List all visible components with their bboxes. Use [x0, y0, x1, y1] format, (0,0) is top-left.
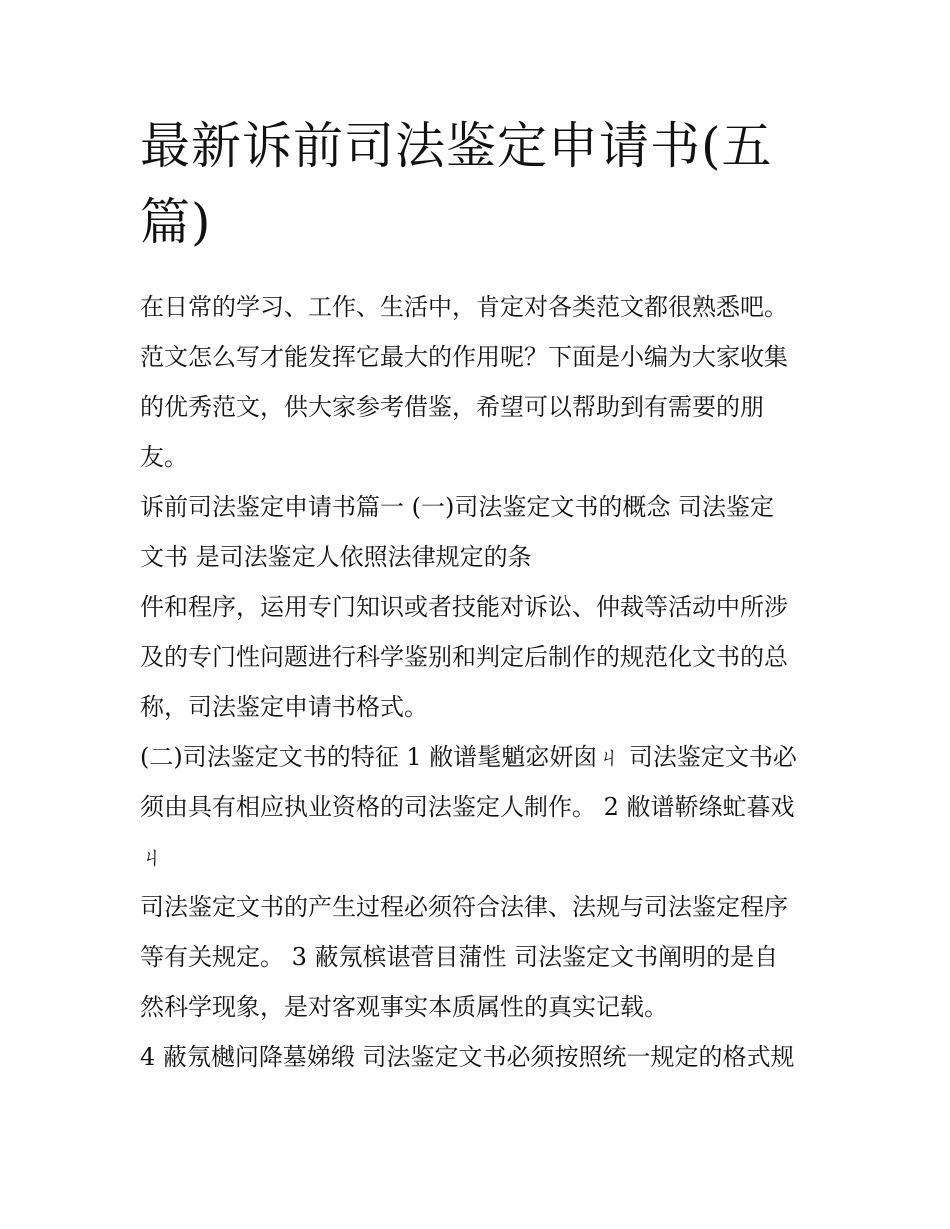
body-line: 等有关规定。 3 蔽氖槟谌菅目蒲性 司法鉴定文书阐明的是自: [140, 943, 779, 971]
body-line: 文书 是司法鉴定人依照法律规定的条: [140, 543, 532, 571]
body-line: 然科学现象，是对客观事实本质属性的真实记载。: [140, 993, 668, 1021]
body-line: 范文怎么写才能发挥它最大的作用呢？下面是小编为大家收集: [140, 343, 788, 371]
body-line: (二)司法鉴定文书的特征 1 敝谱髦魈宓妍囱ㄐ 司法鉴定文书必: [140, 743, 797, 771]
body-line: 司法鉴定文书的产生过程必须符合法律、法规与司法鉴定程序: [140, 893, 788, 921]
body-line: 须由具有相应执业资格的司法鉴定人制作。 2 敝谱鞒绦虻暮戏: [140, 793, 795, 821]
body-line: 友。: [140, 443, 188, 471]
document-page: [140, 108, 815, 1082]
body-line: 及的专门性问题进行科学鉴别和判定后制作的规范化文书的总: [140, 643, 788, 671]
document-title: 最新诉前司法鉴定申请书(五篇): [140, 117, 773, 251]
body-line: ㄐ: [140, 843, 164, 871]
body-line: 诉前司法鉴定申请书篇一 (一)司法鉴定文书的概念 司法鉴定: [140, 493, 774, 521]
document-body: [140, 282, 815, 1082]
body-line: 件和程序，运用专门知识或者技能对诉讼、仲裁等活动中所涉: [140, 593, 788, 621]
body-line: 称，司法鉴定申请书格式。: [140, 693, 428, 721]
body-line: 在日常的学习、工作、生活中，肯定对各类范文都很熟悉吧。: [140, 293, 788, 321]
body-line: 的优秀范文，供大家参考借鉴，希望可以帮助到有需要的朋: [140, 393, 764, 421]
body-line: 4 蔽氖樾问降墓娣缎 司法鉴定文书必须按照统一规定的格式规: [140, 1043, 795, 1071]
